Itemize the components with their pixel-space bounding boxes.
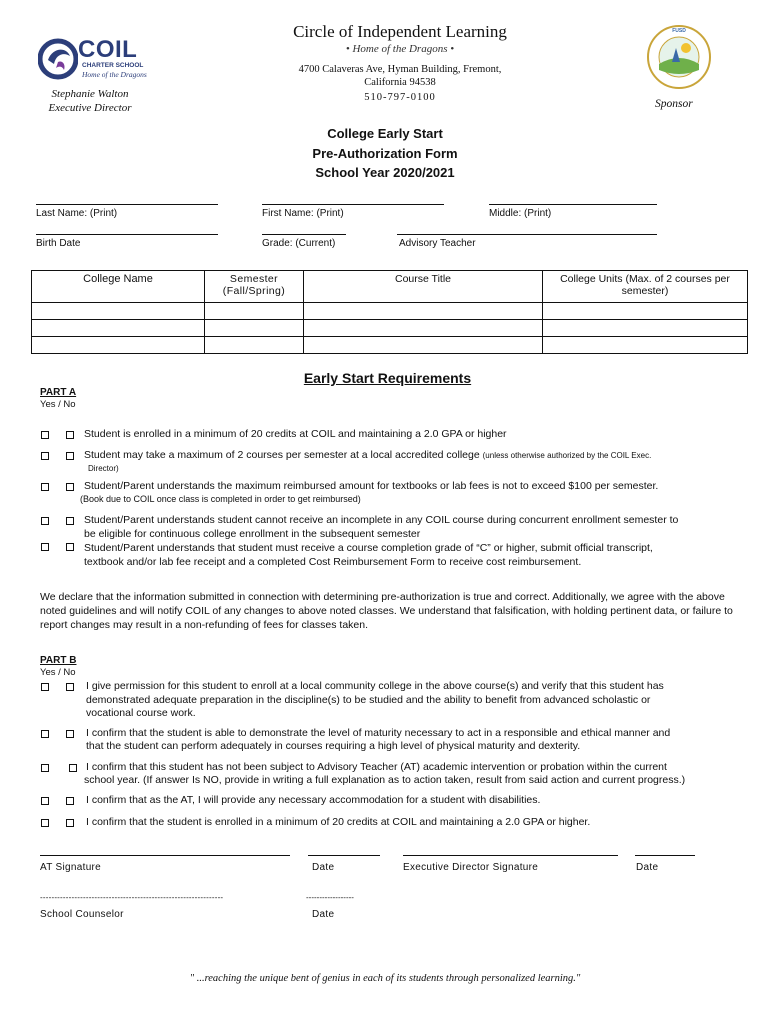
at-signature-label: AT Signature bbox=[40, 862, 102, 873]
form-title-line3: School Year 2020/2021 bbox=[315, 165, 455, 180]
col-course-title: Course Title bbox=[304, 271, 543, 303]
logo-name: COIL bbox=[78, 36, 138, 63]
first-name-label: First Name: (Print) bbox=[262, 208, 344, 219]
school-tagline: • Home of the Dragons • bbox=[345, 43, 455, 55]
date1-label: Date bbox=[312, 862, 335, 873]
middle-name-line[interactable] bbox=[489, 204, 657, 205]
part-b-item3-yes-checkbox[interactable] bbox=[41, 764, 49, 772]
form-title-line2: Pre-Authorization Form bbox=[312, 146, 458, 161]
last-name-label: Last Name: (Print) bbox=[36, 208, 118, 219]
part-a-item2-no-checkbox[interactable] bbox=[66, 452, 74, 460]
footer-quote: " ...reaching the unique bent of genius in each of its students through personalized learning." bbox=[189, 973, 581, 984]
part-a-item1-no-checkbox[interactable] bbox=[66, 431, 74, 439]
part-b-item1-no-checkbox[interactable] bbox=[66, 683, 74, 691]
part-b-item2-text2: that the student can perform adequately in courses requiring a high level of physical maturity and dexterity. bbox=[86, 740, 581, 752]
counselor-label: School Counselor bbox=[40, 909, 124, 920]
address-line1: 4700 Calaveras Ave, Hyman Building, Fremont, bbox=[298, 64, 502, 75]
school-title: Circle of Independent Learning bbox=[293, 22, 507, 41]
part-b-item4-text: I confirm that as the AT, I will provide any necessary accommodation for a student with disabilities. bbox=[86, 794, 541, 806]
part-b-heading: PART B bbox=[40, 655, 77, 666]
part-a-item1-yes-checkbox[interactable] bbox=[41, 431, 49, 439]
part-b-item1-text2: demonstrated adequate preparation in the discipline(s) to be studied and the ability to benefit from advanced scholastic or bbox=[86, 694, 651, 706]
part-a-item4-yes-checkbox[interactable] bbox=[41, 517, 49, 525]
date2-line[interactable] bbox=[635, 855, 695, 856]
part-b-yes-no: Yes / No bbox=[40, 667, 76, 678]
requirements-title: Early Start Requirements bbox=[303, 370, 472, 386]
director-role: Executive Director bbox=[48, 102, 132, 114]
director-name: Stephanie Walton bbox=[51, 88, 129, 100]
part-b-item3-text: I confirm that this student has not been subject to Advisory Teacher (AT) academic intervention or probation within the current bbox=[86, 761, 667, 773]
district-seal-icon bbox=[646, 24, 712, 90]
advisory-teacher-label: Advisory Teacher bbox=[399, 238, 476, 249]
col-college-units: College Units (Max. of 2 courses per semester) bbox=[543, 271, 748, 303]
part-b-item1-yes-checkbox[interactable] bbox=[41, 683, 49, 691]
phone-number: 510-797-0100 bbox=[364, 92, 436, 103]
address-line2: California 94538 bbox=[364, 77, 436, 88]
part-b-item1-text3: vocational course work. bbox=[86, 707, 196, 719]
part-a-item2-main: Student may take a maximum of 2 courses per semester at a local accredited college bbox=[84, 449, 480, 461]
part-b-item2-yes-checkbox[interactable] bbox=[41, 730, 49, 738]
last-name-line[interactable] bbox=[36, 204, 218, 205]
part-b-item4-yes-checkbox[interactable] bbox=[41, 797, 49, 805]
part-a-item2-note2: Director) bbox=[88, 464, 119, 473]
part-b-item3-text2: school year. (If answer Is NO, provide in writing a full explanation as to action taken, result from said action and current progress.) bbox=[84, 774, 686, 786]
at-signature-line[interactable] bbox=[40, 855, 290, 856]
date3-label: Date bbox=[312, 909, 335, 920]
grade-label: Grade: (Current) bbox=[262, 238, 336, 249]
counselor-signature-dashes[interactable]: ---------------------------------------------------------------- bbox=[40, 893, 224, 902]
part-a-item2-text bbox=[84, 449, 651, 463]
part-a-item4-text: Student/Parent understands student cannot receive an incomplete in any COIL course during concurrent enrollment semester to bbox=[84, 514, 679, 526]
col-semester-text: Semester (Fall/Spring) bbox=[222, 273, 286, 297]
birth-date-line[interactable] bbox=[36, 234, 218, 235]
col-college-name: College Name bbox=[32, 271, 205, 303]
part-a-item5-no-checkbox[interactable] bbox=[66, 543, 74, 551]
part-a-item3-no-checkbox[interactable] bbox=[66, 483, 74, 491]
sponsor-label: Sponsor bbox=[655, 98, 693, 110]
part-b-item2-no-checkbox[interactable] bbox=[66, 730, 74, 738]
first-name-line[interactable] bbox=[262, 204, 444, 205]
form-title-line1: College Early Start bbox=[327, 126, 443, 141]
part-a-heading: PART A bbox=[40, 387, 77, 398]
part-b-item5-no-checkbox[interactable] bbox=[66, 819, 74, 827]
middle-name-label: Middle: (Print) bbox=[489, 208, 552, 219]
coil-logo bbox=[38, 36, 148, 84]
part-b-item3-no-checkbox[interactable] bbox=[69, 764, 77, 772]
sponsor-seal bbox=[646, 24, 712, 90]
grade-line[interactable] bbox=[262, 234, 346, 235]
part-b-item2-text: I confirm that the student is able to demonstrate the level of maturity necessary to act in a responsible and ethical manner and bbox=[86, 727, 671, 739]
part-a-yes-no: Yes / No bbox=[40, 399, 76, 410]
part-a-item4-text2: be eligible for continuous college enrollment in the subsequent semester bbox=[84, 528, 421, 540]
exec-signature-line[interactable] bbox=[403, 855, 618, 856]
advisory-teacher-line[interactable] bbox=[397, 234, 657, 235]
table-row[interactable] bbox=[32, 320, 748, 337]
date1-line[interactable] bbox=[308, 855, 380, 856]
declaration-text: We declare that the information submitted in connection with determining pre-authorization is true and correct. Additionally, we agree with the above noted guidelines and will notify COIL of any changes to above noted classes. We understand that falsification, with holding pertinent data, or failure to report changes may result in a non-refunding of fees for classes taken. bbox=[40, 591, 733, 631]
exec-signature-label: Executive Director Signature bbox=[403, 862, 539, 873]
part-a-item3-note: (Book due to COIL once class is completed in order to get reimbursed) bbox=[80, 494, 361, 504]
part-b-item4-no-checkbox[interactable] bbox=[66, 797, 74, 805]
part-a-item2-yes-checkbox[interactable] bbox=[41, 452, 49, 460]
table-row[interactable] bbox=[32, 303, 748, 320]
courses-table bbox=[31, 270, 748, 354]
birth-date-label: Birth Date bbox=[36, 238, 81, 249]
date3-dashes[interactable]: ------------------ bbox=[306, 893, 354, 902]
table-header-row bbox=[32, 271, 748, 303]
part-b-item5-yes-checkbox[interactable] bbox=[41, 819, 49, 827]
part-a-item1-text: Student is enrolled in a minimum of 20 credits at COIL and maintaining a 2.0 GPA or higher bbox=[84, 428, 507, 440]
part-a-item5-yes-checkbox[interactable] bbox=[41, 543, 49, 551]
logo-tag: Home of the Dragons bbox=[82, 70, 147, 79]
part-a-item5-text: Student/Parent understands that student must receive a course completion grade of “C” or higher, submit official transcript, bbox=[84, 542, 653, 554]
part-a-item4-no-checkbox[interactable] bbox=[66, 517, 74, 525]
part-b-item1-text: I give permission for this student to enroll at a local community college in the above course(s) and verify that this student has bbox=[86, 680, 664, 692]
part-a-item3-yes-checkbox[interactable] bbox=[41, 483, 49, 491]
part-b-item5-text: I confirm that the student is enrolled in a minimum of 20 credits at COIL and maintaining a 2.0 GPA or higher. bbox=[86, 816, 591, 828]
svg-text:FUSD: FUSD bbox=[672, 28, 686, 34]
dragon-icon bbox=[38, 38, 78, 80]
logo-sub: CHARTER SCHOOL bbox=[82, 62, 144, 69]
date2-label: Date bbox=[636, 862, 659, 873]
part-a-item3-text: Student/Parent understands the maximum reimbursed amount for textbooks or lab fees is not to exceed $100 per semester. bbox=[84, 480, 659, 492]
table-row[interactable] bbox=[32, 337, 748, 354]
part-a-item5-text2: textbook and/or lab fee receipt and a completed Cost Reimbursement Form to receive cost reimbursement. bbox=[84, 556, 582, 568]
part-a-item2-note: (unless otherwise authorized by the COIL Exec. bbox=[482, 451, 652, 460]
col-semester bbox=[205, 271, 304, 303]
